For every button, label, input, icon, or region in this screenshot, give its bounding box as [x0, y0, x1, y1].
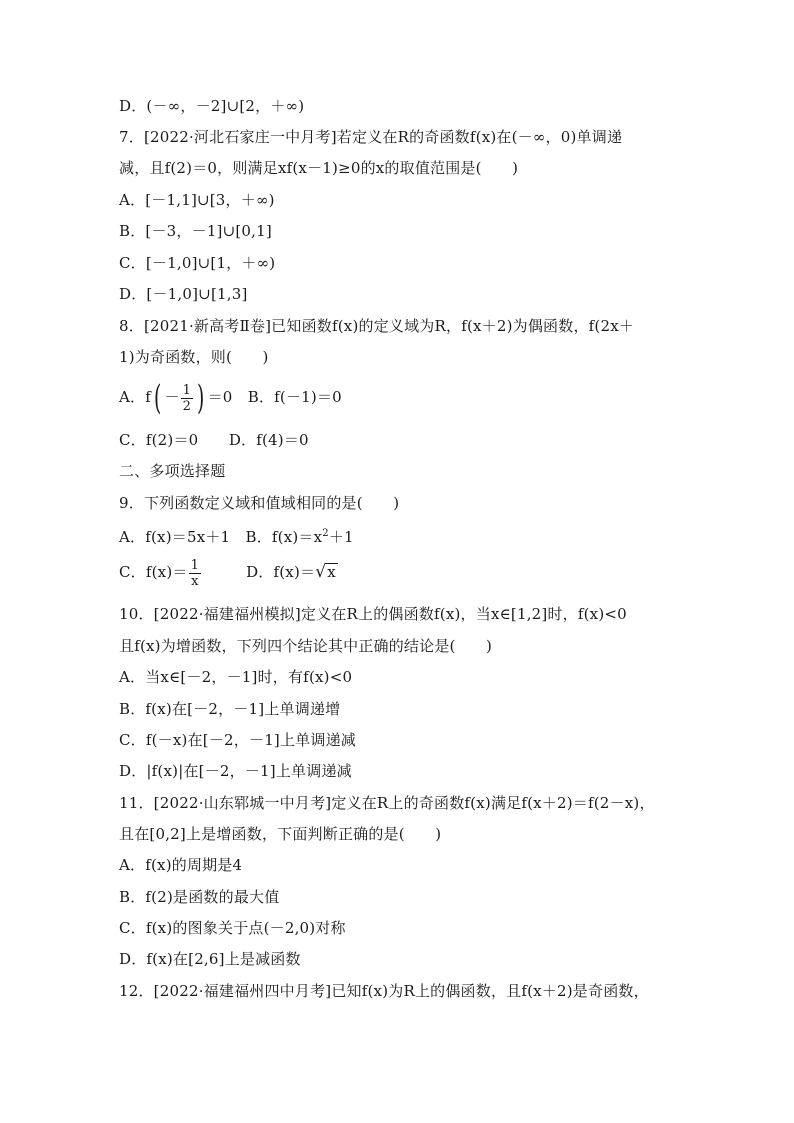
q10-stem-line2: 且f(x)为增函数，下列四个结论其中正确的结论是( ) — [119, 637, 493, 655]
q10-option-b: B．f(x)在[－2，－1]上单调递增 — [119, 700, 341, 718]
q11-option-a: A．f(x)的周期是4 — [119, 856, 243, 874]
q9-options-ab — [119, 524, 679, 547]
q8-minus: － — [164, 388, 180, 406]
sqrt-sign: √ — [315, 562, 327, 582]
q11-option-b: B．f(2)是函数的最大值 — [119, 888, 280, 906]
fraction-numerator: 1 — [190, 557, 200, 573]
q9-options-cd — [119, 552, 679, 592]
q10-stem-line1: 10．[2022·福建福州模拟]定义在R上的偶函数f(x)，当x∈[1,2]时，f(x)<0 — [119, 605, 627, 623]
right-paren: ) — [197, 378, 205, 418]
q10-option-c: C．f(－x)在[－2，－1]上单调递减 — [119, 731, 356, 749]
q9-stem: 9．下列函数定义域和值域相同的是( ) — [119, 494, 400, 512]
q11-option-c: C．f(x)的图象关于点(－2,0)对称 — [119, 919, 346, 937]
q7-stem-line2: 减，且f(2)＝0，则满足xf(x－1)≥0的x的取值范围是( ) — [119, 159, 519, 177]
q6-option-d: D．(－∞，－2]∪[2，＋∞) — [119, 97, 305, 115]
q9-option-ab-text: A．f(x)＝5x＋1 B．f(x)＝x — [119, 528, 323, 546]
sqrt-radicand: x — [327, 563, 336, 581]
q8-option-b: ＝0 B．f(－1)＝0 — [207, 388, 342, 406]
q8-options-cd: C．f(2)＝0 D．f(4)＝0 — [119, 431, 309, 449]
q11-option-d: D．f(x)在[2,6]上是减函数 — [119, 950, 301, 968]
q7-option-b: B．[－3，－1]∪[0,1] — [119, 222, 272, 240]
fraction — [189, 558, 201, 589]
q7-option-a: A．[－1,1]∪[3，＋∞) — [119, 191, 275, 209]
exponent: 2 — [322, 528, 329, 539]
q7-option-c: C．[－1,0]∪[1，＋∞) — [119, 254, 276, 272]
fraction-numerator: 1 — [182, 382, 192, 398]
left-paren: ( — [154, 378, 162, 418]
q11-stem-line1: 11．[2022·山东郓城一中月考]定义在R上的奇函数f(x)满足f(x＋2)＝f(2－x)， — [119, 794, 655, 812]
q9-option-b-tail: ＋1 — [328, 528, 354, 546]
fraction-denominator: 2 — [182, 398, 192, 414]
q11-stem-line2: 且在[0,2]上是增函数，下面判断正确的是( ) — [119, 825, 442, 843]
q8-options-ab — [119, 377, 679, 417]
fraction-denominator: x — [191, 573, 199, 589]
q8-option-a-prefix: A．f — [119, 388, 151, 406]
q8-stem-line2: 1)为奇函数，则( ) — [119, 348, 269, 366]
q12-stem-line1: 12．[2022·福建福州四中月考]已知f(x)为R上的偶函数，且f(x＋2)是奇函数， — [119, 982, 649, 1000]
q10-option-d: D．|f(x)|在[－2，－1]上单调递减 — [119, 762, 352, 780]
q8-stem-line1: 8．[2021·新高考Ⅱ卷]已知函数f(x)的定义域为R，f(x＋2)为偶函数，f(2x＋ — [119, 317, 635, 335]
q9-option-d-prefix: D．f(x)＝ — [246, 563, 316, 581]
section-heading-multiple-choice: 二、多项选择题 — [119, 462, 226, 480]
q7-option-d: D．[－1,0]∪[1,3] — [119, 285, 248, 303]
q7-stem-line1: 7．[2022·河北石家庄一中月考]若定义在R的奇函数f(x)在(－∞，0)单调递 — [119, 128, 623, 146]
q10-option-a: A．当x∈[－2，－1]时，有f(x)<0 — [119, 668, 353, 686]
fraction — [181, 383, 193, 414]
q9-option-c-prefix: C．f(x)＝ — [119, 563, 188, 581]
